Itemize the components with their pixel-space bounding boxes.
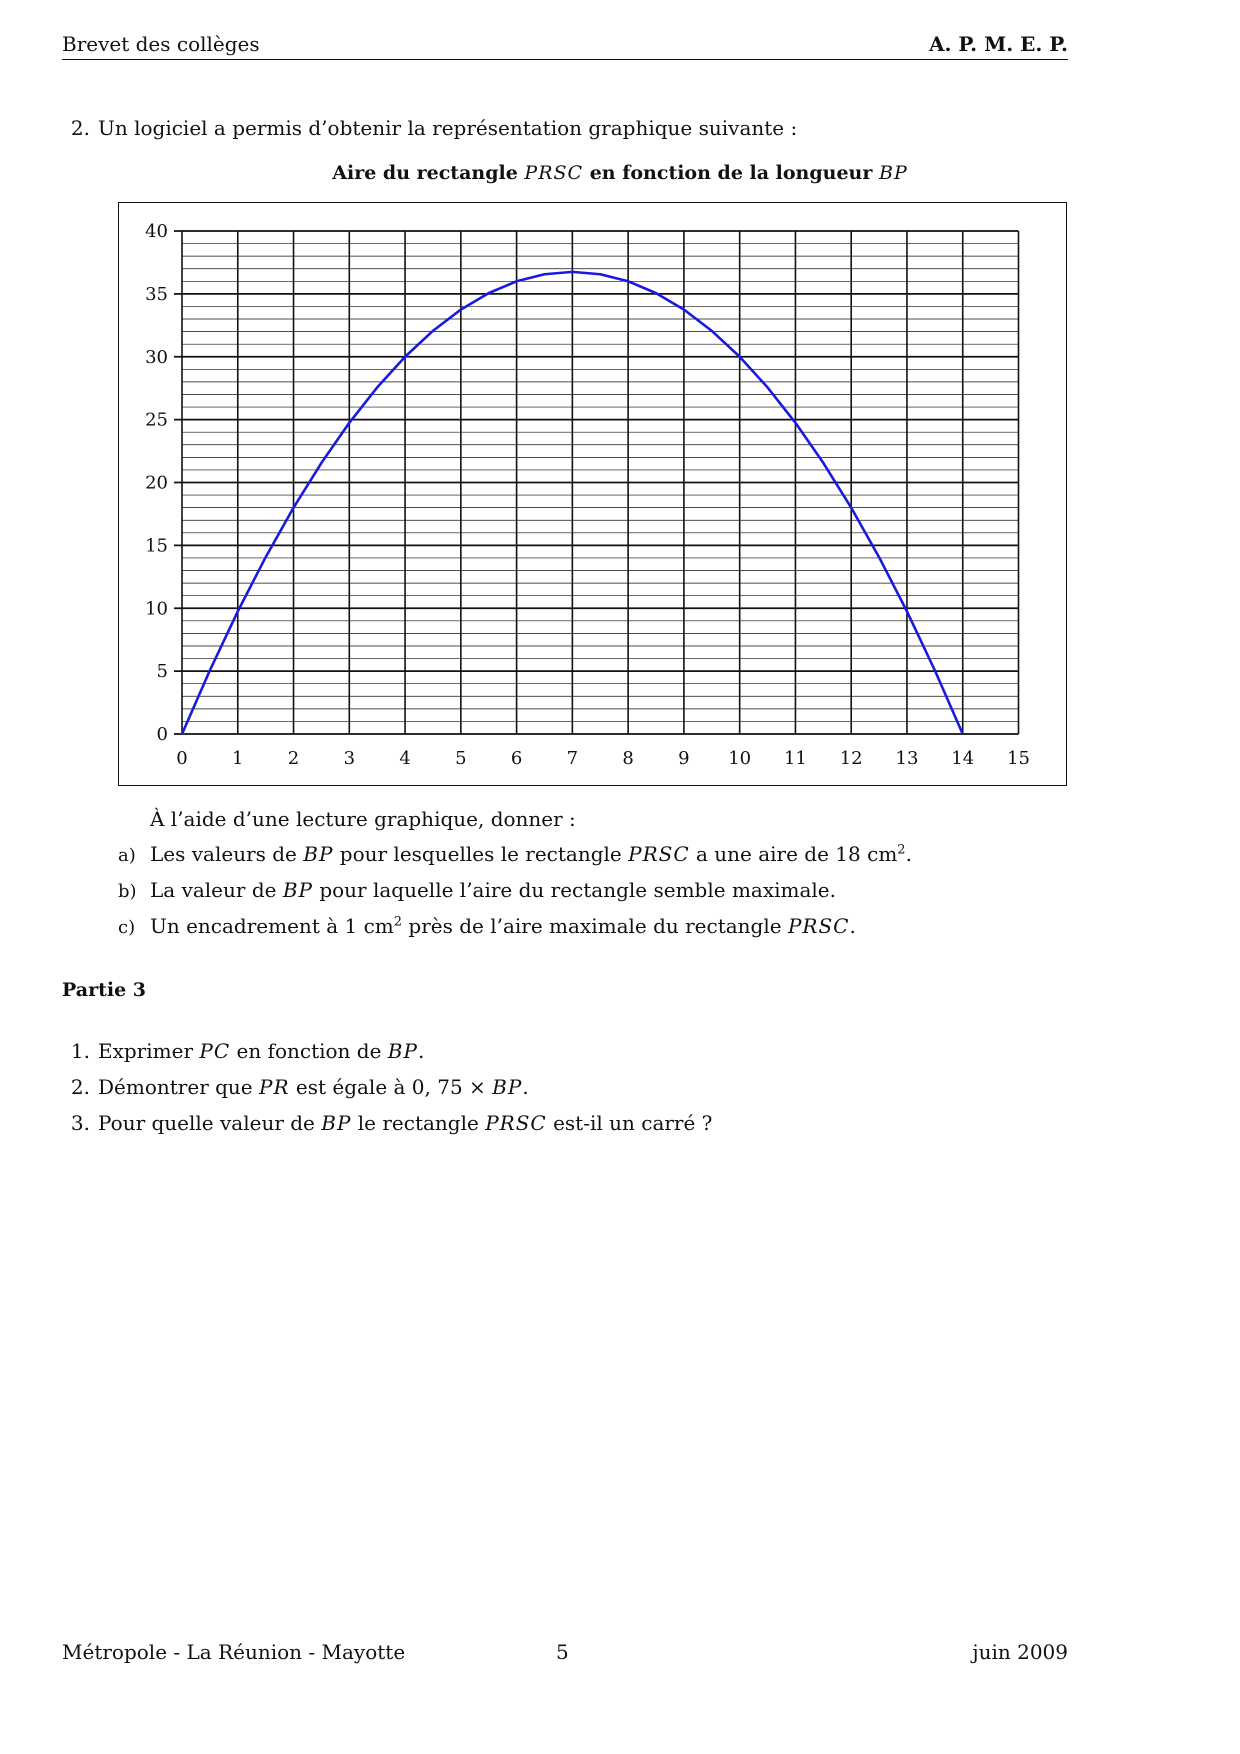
x-tick-label: 4 — [399, 748, 411, 769]
item-math: PC — [199, 1039, 231, 1063]
partie-3-title: Partie 3 — [62, 979, 147, 1001]
item-text: . — [417, 1039, 425, 1063]
sub-item-c — [118, 914, 856, 938]
header-rule — [62, 59, 1068, 60]
x-tick-label: 14 — [951, 748, 975, 769]
instructions: À l’aide d’une lecture graphique, donner : — [150, 807, 576, 831]
question-text: Un logiciel a permis d’obtenir la représentation graphique suivante : — [98, 116, 798, 140]
sub-math: BP — [303, 842, 334, 866]
sub-item-a — [118, 842, 912, 866]
x-tick-label: 15 — [1007, 748, 1030, 769]
y-tick-label: 10 — [145, 598, 168, 620]
sub-letter: b) — [118, 881, 137, 902]
chart-title-part2: en fonction de la longueur — [583, 162, 879, 184]
sub-sup: 2 — [393, 914, 403, 930]
item-math: BP — [321, 1111, 352, 1135]
y-tick-label: 25 — [145, 409, 168, 431]
x-tick-label: 12 — [839, 748, 863, 769]
sub-text: a une aire de 18 cm — [689, 842, 898, 866]
item-math: PRSC — [485, 1111, 547, 1135]
item-text: est égale à 0, 75 × — [289, 1075, 493, 1099]
footer-left: Métropole - La Réunion - Mayotte — [62, 1640, 406, 1664]
x-tick-label: 6 — [510, 748, 523, 769]
x-tick-label: 2 — [287, 748, 300, 769]
y-tick-label: 15 — [145, 535, 168, 557]
y-tick-label: 35 — [145, 283, 168, 305]
sub-item-b — [118, 878, 836, 902]
y-tick-label: 20 — [145, 472, 168, 494]
header-right: A. P. M. E. P. — [928, 32, 1068, 56]
sub-letter: c) — [118, 917, 136, 938]
item-number: 1. — [70, 1039, 90, 1063]
chart-title-math2: BP — [879, 162, 908, 184]
y-tick-label: 5 — [156, 661, 168, 683]
sub-math: PRSC — [787, 914, 850, 938]
item-text: Pour quelle valeur de — [98, 1111, 322, 1135]
sub-math: PRSC — [628, 842, 690, 866]
item-text: le rectangle — [351, 1111, 486, 1135]
x-tick-label: 9 — [678, 748, 690, 769]
item-text: en fonction de — [230, 1039, 388, 1063]
area-chart — [119, 203, 1065, 784]
x-tick-label: 0 — [176, 748, 188, 769]
x-tick-label: 3 — [343, 748, 356, 769]
y-tick-label: 30 — [145, 346, 168, 368]
chart-title-math1: PRSC — [524, 162, 584, 184]
sub-text: pour lesquelles le rectangle — [333, 842, 629, 866]
footer-page-number: 5 — [556, 1640, 569, 1664]
item-math: BP — [387, 1039, 418, 1063]
partie3-item-3 — [62, 1111, 712, 1135]
question-2 — [62, 116, 797, 140]
item-text: Démontrer que — [98, 1075, 259, 1099]
header-left: Brevet des collèges — [62, 32, 260, 56]
x-tick-label: 8 — [622, 748, 634, 769]
sub-text: La valeur de — [150, 878, 283, 902]
item-text: est-il un carré ? — [546, 1111, 713, 1135]
partie3-item-2 — [62, 1075, 529, 1099]
item-number: 3. — [70, 1111, 90, 1135]
x-tick-label: 11 — [783, 748, 807, 769]
sub-text: Les valeurs de — [150, 842, 304, 866]
chart-title-part1: Aire du rectangle — [332, 162, 525, 184]
sub-math: BP — [282, 878, 313, 902]
x-tick-label: 1 — [232, 748, 244, 769]
sub-text: Un encadrement à 1 cm — [150, 914, 394, 938]
sub-text: . — [849, 914, 856, 938]
item-number: 2. — [70, 1075, 90, 1099]
y-tick-label: 0 — [156, 724, 168, 745]
item-math: PR — [259, 1075, 290, 1099]
x-tick-label: 10 — [728, 748, 752, 769]
x-tick-label: 7 — [566, 748, 579, 769]
item-text: . — [522, 1075, 529, 1099]
chart-frame — [118, 202, 1067, 786]
footer-right: juin 2009 — [972, 1640, 1068, 1664]
y-tick-label: 40 — [145, 221, 168, 242]
sub-sup: 2 — [897, 842, 906, 858]
x-tick-label: 5 — [455, 748, 467, 769]
item-math: BP — [492, 1075, 523, 1099]
sub-text: près de l’aire maximale du rectangle — [402, 914, 788, 938]
sub-text: . — [905, 842, 912, 866]
item-text: Exprimer — [98, 1039, 200, 1063]
x-tick-label: 13 — [895, 748, 919, 769]
sub-letter: a) — [118, 845, 136, 866]
sub-text: pour laquelle l’aire du rectangle semble maximale. — [312, 878, 836, 902]
question-number: 2. — [70, 116, 90, 140]
chart-title — [0, 162, 1240, 184]
partie3-item-1 — [62, 1039, 424, 1063]
